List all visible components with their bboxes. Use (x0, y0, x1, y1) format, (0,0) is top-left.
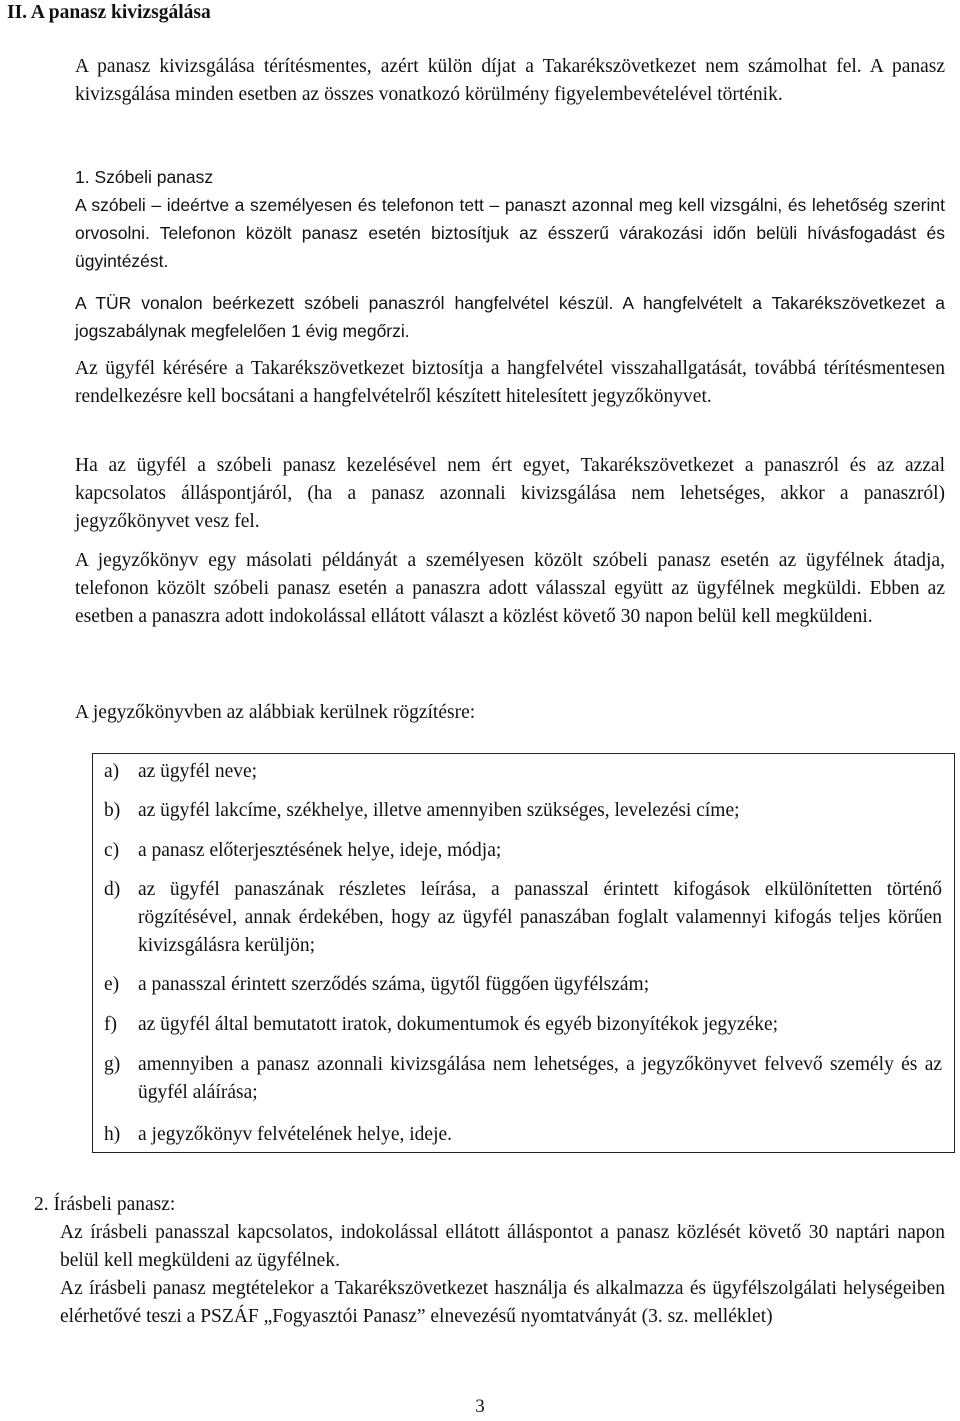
written-paragraph-1: Az írásbeli panasszal kapcsolatos, indokolással ellátott álláspontot a panasz közlését követő 30 naptári napon belül kell megküldeni az ügyfélnek. (60, 1222, 945, 1271)
list-item-text: az ügyfél által bemutatott iratok, dokumentumok és egyéb bizonyítékok jegyzéke; (138, 1014, 779, 1035)
list-item-text: az ügyfél panaszának részletes leírása, a panasszal érintett kifogások elkülönítetten történő rögzítésével, annak érdekében, hogy az ügyfél panaszában foglalt valamennyi kifogás teljes körűen kivizsgálásra kerüljön; (138, 879, 942, 956)
written-paragraph-2: Az írásbeli panasz megtételekor a Takarékszövetkezet használja és alkalmazza és ügyfélszolgálati helységeiben elérhetővé teszi a PSZÁF „Fogyasztói Panasz” elnevezésű nyomtatványát (3. sz. melléklet) (60, 1278, 945, 1327)
list-item (104, 1051, 942, 1107)
oral-paragraph-4: Ha az ügyfél a szóbeli panasz kezelésével nem ért egyet, Takarékszövetkezet a panaszról és az azzal kapcsolatos álláspontjáról, (ha a panasz azonnali kivizsgálása nem lehetséges, akkor a panaszról) jegyzőkönyvet vesz fel. (75, 455, 945, 532)
list-item (104, 797, 942, 825)
oral-paragraph-3: Az ügyfél kérésére a Takarékszövetkezet biztosítja a hangfelvétel visszahallgatását, továbbá térítésmentesen rendelkezésre kell bocsátani a hangfelvételről készített hitelesített jegyzőkönyvet. (75, 358, 945, 407)
list-item-text: amennyiben a panasz azonnali kivizsgálása nem lehetséges, a jegyzőkönyvet felvevő személy és az ügyfél aláírása; (138, 1054, 942, 1103)
list-item (104, 1011, 942, 1039)
oral-paragraph-1: A szóbeli – ideértve a személyesen és telefonon tett – panaszt azonnal meg kell vizsgálni, és lehetőség szerint orvosolni. Telefonon közölt panasz esetén biztosítjuk az ésszerű várakozási időn belüli hívásfogadást és ügyintézést. (75, 195, 945, 271)
list-item-label: g) (104, 1054, 121, 1075)
list-item-label: a) (104, 761, 120, 782)
list-item (104, 876, 942, 960)
list-item-label: b) (104, 800, 121, 821)
oral-paragraph-2: A TÜR vonalon beérkezett szóbeli panaszról hangfelvétel készül. A hangfelvételt a Takarékszövetkezet a jogszabálynak megfelelően 1 évig megőrzi. (75, 293, 945, 341)
oral-complaint-title: 1. Szóbeli panasz (75, 167, 214, 187)
list-item-label: h) (104, 1124, 121, 1145)
oral-paragraph-5: A jegyzőkönyv egy másolati példányát a személyesen közölt szóbeli panasz esetén az ügyfélnek átadja, telefonon közölt szóbeli panasz esetén a panaszra adott válasszal együtt az ügyfélnek megküldi. Ebben az esetben a panaszra adott indokolással ellátott választ a közlést követő 30 napon belül kell megküldeni. (75, 550, 945, 627)
list-item-text: a panasszal érintett szerződés száma, ügytől függően ügyfélszám; (138, 974, 650, 995)
intro-paragraph: A panasz kivizsgálása térítésmentes, azért külön díjat a Takarékszövetkezet nem számolhat fel. A panasz kivizsgálása minden esetben az összes vonatkozó körülmény figyelembevételével történik. (75, 56, 945, 105)
list-item-text: az ügyfél lakcíme, székhelye, illetve amennyiben szükséges, levelezési címe; (138, 800, 740, 821)
written-complaint-title: 2. Írásbeli panasz: (34, 1194, 176, 1215)
list-item-label: c) (104, 840, 120, 861)
list-item (104, 837, 942, 865)
list-item (104, 1121, 942, 1149)
list-item-text: az ügyfél neve; (138, 761, 258, 782)
list-item-text: a jegyzőkönyv felvételének helye, ideje. (138, 1124, 453, 1145)
list-item-label: f) (104, 1014, 117, 1035)
list-item (104, 971, 942, 999)
section-heading: II. A panasz kivizsgálása (7, 2, 211, 23)
list-item (104, 758, 942, 786)
list-item-label: e) (104, 974, 120, 995)
page-number: 3 (475, 1396, 485, 1417)
record-intro: A jegyzőkönyvben az alábbiak kerülnek rögzítésre: (75, 702, 476, 723)
list-item-label: d) (104, 879, 121, 900)
list-item-text: a panasz előterjesztésének helye, ideje, módja; (138, 840, 502, 861)
